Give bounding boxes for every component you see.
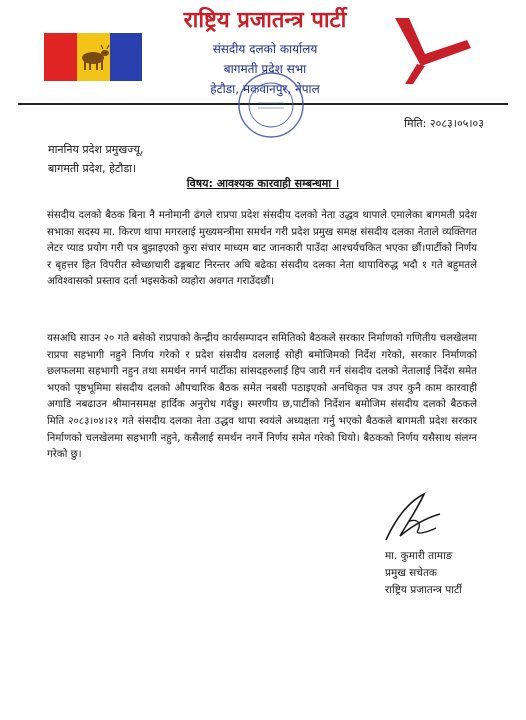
letter-subject: विषय: आवश्यक कारवाही सम्बन्धमा । [186,177,340,190]
recipient-block [48,140,143,178]
body-paragraph-2: यसअघि साउन २० गते बसेको राप्रपाको केन्द्रीय कार्यसम्पादन समितिको बैठकले सरकार निर्माणको गणितीय चलखेलमा राप्रपा सहभागी नहुने निर्णय गरेको र प्रदेश संसदीय दललाई सोही बमोजिमको निर्देश गरेको, सरकार निर्माणको छलफलमा सहभागी नहुन तथा समर्थन नगर्न पार्टीका सांसदहरुलाई हिप जारी गर्न संसदीय दलको नेतालाई निर्देश समेत भएको पृष्ठभूमिमा संसदीय दलको औपचारिक बैठक समेत नबसी पठाइएको अनधिकृत पत्र उपर कुनै काम कारवाही अगाडि नबढाउन श्रीमानसमक्ष हार्दिक अनुरोध गर्दछु। स्मरणीय छ,पार्टीको निर्देशन बमोजिम संसदीय दलको बैठकले मिति २०८३।०४।२१ गते संसदीय दलका नेता उद्धव थापा स्वयंले अध्यक्षता गर्नु भएको बैठकले बागमती प्रदेश सरकार निर्माणको चलखेलमा सहभागी नहुने, कसैलाई समर्थन नगर्ने निर्णय समेत गरेको थियो। बैठकको निर्णय यसैसाथ संलग्न गरेको छु। [47,333,478,461]
party-name-heading: राष्ट्रिय प्रजातन्त्र पार्टी [183,7,347,33]
letter-date: मिति: २०८३।०५।०३ [404,117,484,130]
signatory-party: राष्ट्रिय प्रजातन्त्र पार्टी [385,584,463,596]
plough-logo [385,10,475,90]
signatory-block [385,548,462,599]
office-stamp [236,70,306,140]
signatory-title: प्रमुख सचेतक [385,567,437,579]
body-paragraph-1: संसदीय दलको बैठक बिना नै मनोमानी ढंगले राप्रपा प्रदेश संसदीय दलको नेता उद्धव थापाले एमालेका बागमती प्रदेश सभाका सदस्य मा. किरण थापा मगरलाई मुख्यमन्त्रीमा समर्थन गरी प्रदेश प्रमुख समक्ष संसदीय दलका नेताले व्यक्तिगत लेटर प्याड प्रयोग गरी पत्र बुझाइएको कुरा संचार माध्यम बाट जानकारी पाउँदा आश्चर्यचकित भएका छौं।पार्टीको निर्णय र बृहत्तर हित विपरीत स्वेच्छाचारी ढङ्गबाट निरन्तर अघि बढेका संसदीय दलका नेता थापाविरुद्ध भदौ १ गते बहुमतले अविश्वासको प्रस्ताव दर्ता भइसकेको व्यहोरा अवगत गराउँदछौं। [47,210,477,288]
party-flag-logo [44,33,142,81]
handwritten-signature [378,488,448,548]
signatory-name: मा. कुमारी तामाङ [385,550,453,562]
office-line-1: संसदीय दलको कार्यालय [212,42,318,56]
recipient-line-2: बागमती प्रदेश, हेटौडा। [48,162,137,175]
office-line-2: बागमती प्रदेश सभा [223,62,307,76]
office-line-3: हेटौडा, मकवानपुर, नेपाल [210,82,320,96]
recipient-line-1: माननिय प्रदेश प्रमुखज्यू, [48,143,144,156]
